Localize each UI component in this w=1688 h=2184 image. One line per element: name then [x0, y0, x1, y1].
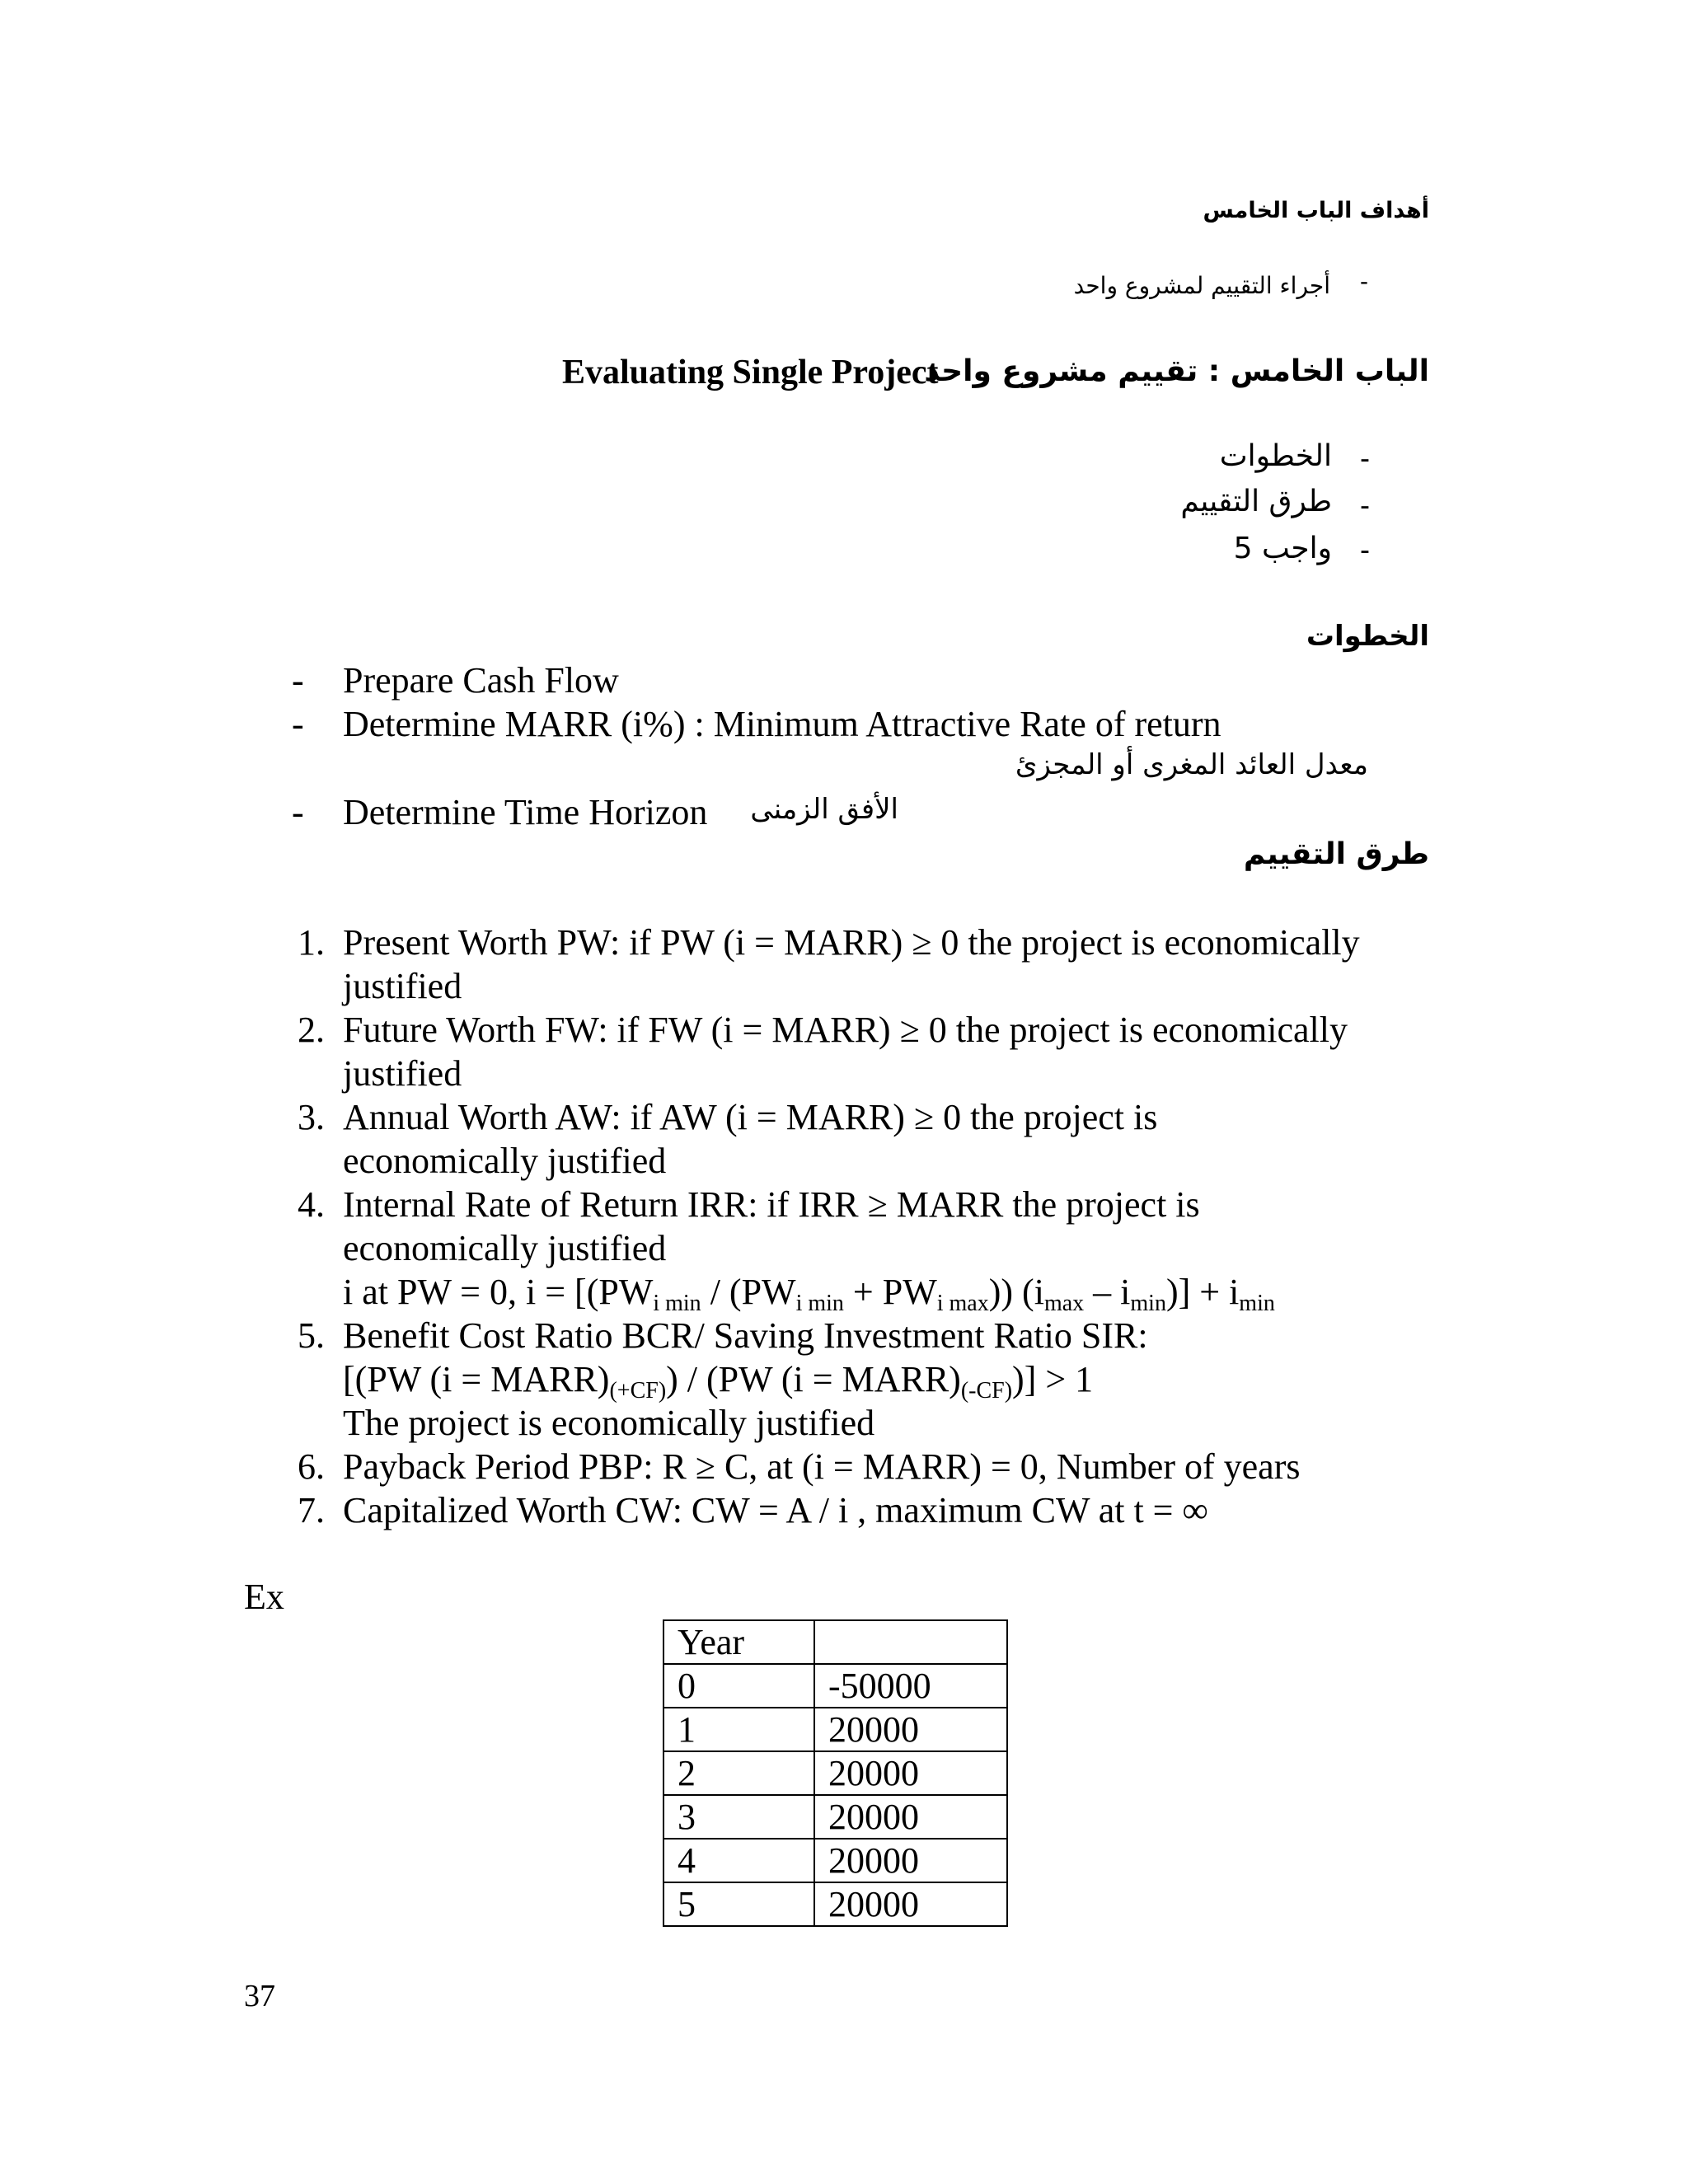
table-cell: 20000 — [814, 1751, 1007, 1795]
step-time-horizon: Determine Time Horizon — [343, 792, 708, 832]
list-number: 7. — [298, 1490, 325, 1530]
bcr-formula: [(PW $(i = MARR)_{(+CF)}) / (PW$ $(i = MARR)_{(-CF)})] > 1$ — [343, 1359, 1094, 1404]
cash-flow-table — [663, 1619, 1008, 1927]
dash: - — [292, 792, 304, 832]
method-irr-cont: economically justified — [343, 1228, 667, 1268]
outline-item: طرق التقييم — [1180, 485, 1332, 518]
example-label: Ex — [244, 1577, 284, 1617]
page-number: 37 — [244, 1979, 275, 2013]
outline-item: واجب 5 — [1233, 532, 1332, 565]
table-row — [663, 1795, 1007, 1839]
method-cw: Capitalized Worth CW: CW = A / i , maximum CW at t = ∞ — [343, 1490, 1208, 1530]
methods-heading: طرق التقييم — [1243, 837, 1429, 871]
table-row — [663, 1664, 1007, 1708]
step-determine-marr: Determine MARR (i%) : Minimum Attractive Rate of return — [343, 704, 1221, 744]
list-number: 1. — [298, 922, 325, 963]
chapter-title-ar: الباب الخامس : تقييم مشروع واحد — [924, 354, 1429, 388]
table-row — [663, 1751, 1007, 1795]
chapter-title-en: Evaluating Single Project — [562, 354, 939, 391]
method-bcr-cont: The project is economically justified — [343, 1403, 875, 1443]
table-cell: 4 — [663, 1839, 814, 1882]
list-number: 3. — [298, 1097, 325, 1137]
table-cell: 3 — [663, 1795, 814, 1839]
method-irr: Internal Rate of Return IRR: if IRR ≥ MARR the project is — [343, 1184, 1200, 1225]
step-time-horizon-arabic: الأفق الزمنى — [750, 793, 898, 826]
list-number: 6. — [298, 1446, 325, 1487]
table-row — [663, 1708, 1007, 1751]
method-bcr: Benefit Cost Ratio BCR/ Saving Investment Ratio SIR: — [343, 1315, 1148, 1356]
table-row — [663, 1882, 1007, 1926]
method-fw-cont: justified — [343, 1053, 462, 1094]
list-number: 5. — [298, 1315, 325, 1356]
table-header-cell — [814, 1620, 1007, 1664]
step-prepare-cash-flow: Prepare Cash Flow — [343, 660, 619, 701]
table-cell: 20000 — [814, 1839, 1007, 1882]
table-cell: 1 — [663, 1708, 814, 1751]
table-cell: 0 — [663, 1664, 814, 1708]
table-cell: 20000 — [814, 1795, 1007, 1839]
table-cell: 20000 — [814, 1882, 1007, 1926]
dash: - — [1360, 268, 1368, 295]
irr-formula: i at PW = 0, $i = [(PW_{i min} / (PW_{i min} + PW_{i max}))$ $(i_{max} - i_{min})] + i_{min}$ — [343, 1272, 1275, 1316]
dash: - — [1360, 532, 1370, 566]
dash: - — [292, 660, 304, 701]
table-cell: 20000 — [814, 1708, 1007, 1751]
method-aw: Annual Worth AW: if AW (i = MARR) ≥ 0 the project is — [343, 1097, 1158, 1137]
table-header-cell: Year — [663, 1620, 814, 1664]
method-fw: Future Worth FW: if FW (i = MARR) ≥ 0 the project is economically — [343, 1010, 1348, 1050]
list-number: 2. — [298, 1010, 325, 1050]
method-pw: Present Worth PW: if PW (i = MARR) ≥ 0 the project is economically — [343, 922, 1360, 963]
method-aw-cont: economically justified — [343, 1141, 667, 1181]
dash: - — [1360, 441, 1370, 475]
step-marr-arabic: معدل العائد المغرى أو المجزئ — [1015, 748, 1368, 781]
table-cell: 2 — [663, 1751, 814, 1795]
outline-item: الخطوات — [1219, 439, 1332, 473]
list-number: 4. — [298, 1184, 325, 1225]
objectives-item: أجراء التقييم لمشروع واحد — [1073, 272, 1330, 299]
table-row — [663, 1839, 1007, 1882]
table-header-row — [663, 1620, 1007, 1664]
objectives-heading: أهداف الباب الخامس — [1203, 198, 1429, 223]
dash: - — [1360, 488, 1370, 522]
table-cell: -50000 — [814, 1664, 1007, 1708]
method-pbp: Payback Period PBP: R ≥ C, at (i = MARR) = 0, Number of years — [343, 1446, 1301, 1487]
steps-heading: الخطوات — [1306, 620, 1429, 653]
method-pw-cont: justified — [343, 966, 462, 1006]
table-cell: 5 — [663, 1882, 814, 1926]
dash: - — [292, 704, 304, 744]
